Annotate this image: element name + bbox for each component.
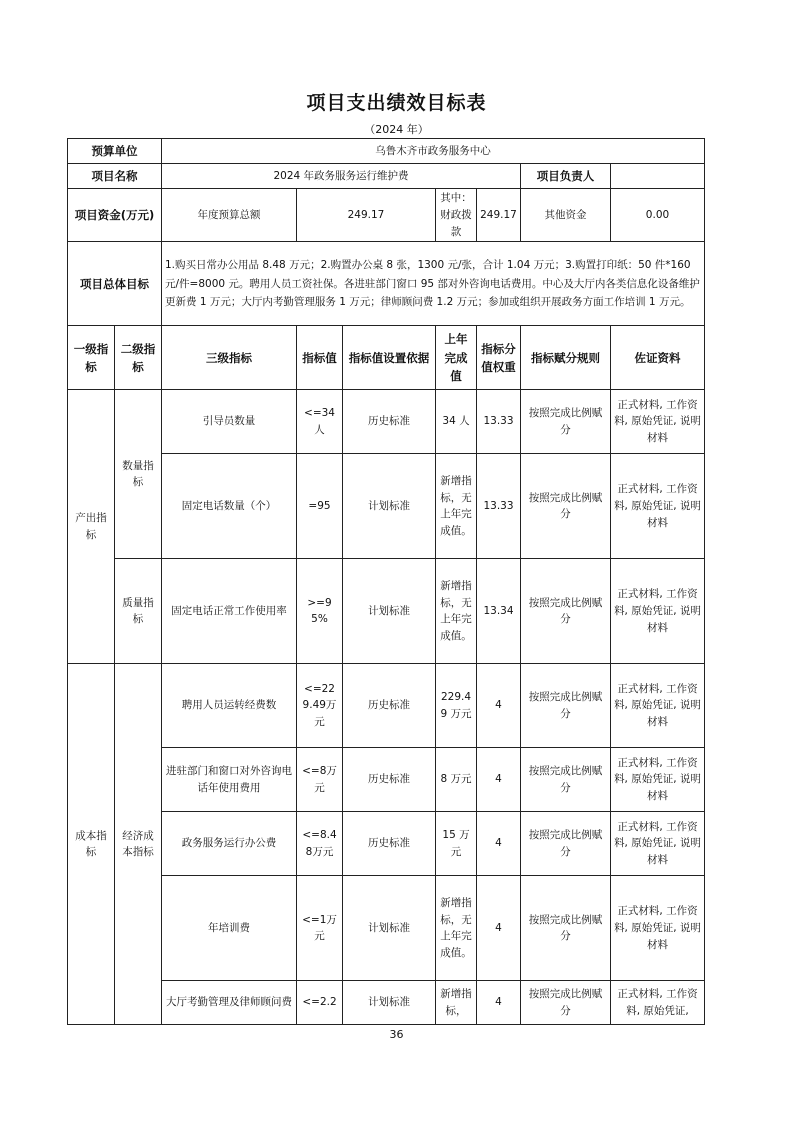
- indicator-weight: 13.33: [477, 390, 521, 454]
- table-row: [68, 559, 705, 664]
- indicator-rule: 按照完成比例赋分: [521, 748, 611, 812]
- indicator-value: <=1万元: [297, 876, 343, 981]
- indicator-last: 新增指标，无上年完成值。: [436, 559, 477, 664]
- indicator-rule: 按照完成比例赋分: [521, 876, 611, 981]
- header-value: 指标值: [297, 326, 343, 390]
- table-row: [68, 812, 705, 876]
- indicator-weight: 4: [477, 876, 521, 981]
- indicator-evidence: 正式材料, 工作资料, 原始凭证, 说明材料: [611, 390, 705, 454]
- row-budget-unit: [68, 139, 705, 164]
- goal-text: 1.购买日常办公用品 8.48 万元；2.购置办公桌 8 张，1300 元/张，合计 1.04 万元；3.购置打印纸：50 件*160 元/件=8000 元。聘用人员工资社保。各进驻部门窗口 95 部对外咨询电话费用。中心及大厅内各类信息化设备维护更新费 1 万元；大厅内考勤管理服务 1 万元；律师顾问费 1.2 万元；参加或组织开展政务方面工作培训 1 万元。: [162, 242, 705, 326]
- header-evidence: 佐证资料: [611, 326, 705, 390]
- indicator-rule: 按照完成比例赋分: [521, 981, 611, 1025]
- indicator-name: 政务服务运行办公费: [162, 812, 297, 876]
- group-cost: 成本指标: [68, 664, 115, 1025]
- annual-value: 249.17: [297, 189, 436, 242]
- row-goal: [68, 242, 705, 326]
- indicator-name: 大厅考勤管理及律师顾问费: [162, 981, 297, 1025]
- header-weight: 指标分值权重: [477, 326, 521, 390]
- table-row: [68, 664, 705, 748]
- indicator-rule: 按照完成比例赋分: [521, 454, 611, 559]
- indicator-evidence: 正式材料, 工作资料, 原始凭证,: [611, 981, 705, 1025]
- other-label: 其他资金: [521, 189, 611, 242]
- indicator-evidence: 正式材料, 工作资料, 原始凭证, 说明材料: [611, 812, 705, 876]
- header-level2: 二级指标: [115, 326, 162, 390]
- row-funds: [68, 189, 705, 242]
- indicator-basis: 计划标准: [343, 559, 436, 664]
- indicator-evidence: 正式材料, 工作资料, 原始凭证, 说明材料: [611, 454, 705, 559]
- indicator-evidence: 正式材料, 工作资料, 原始凭证, 说明材料: [611, 664, 705, 748]
- page-title: 项目支出绩效目标表: [306, 92, 487, 114]
- indicator-last: 15 万元: [436, 812, 477, 876]
- indicator-name: 固定电话正常工作使用率: [162, 559, 297, 664]
- row-project-name: [68, 164, 705, 189]
- indicator-basis: 历史标准: [343, 390, 436, 454]
- group-econ-cost: 经济成本指标: [115, 664, 162, 1025]
- indicator-last: 8 万元: [436, 748, 477, 812]
- year-label: （2024 年）: [364, 123, 429, 136]
- indicator-evidence: 正式材料, 工作资料, 原始凭证, 说明材料: [611, 876, 705, 981]
- indicator-basis: 历史标准: [343, 812, 436, 876]
- indicator-value: <=8.48万元: [297, 812, 343, 876]
- performance-table: [67, 138, 705, 1025]
- indicator-basis: 计划标准: [343, 876, 436, 981]
- indicator-basis: 计划标准: [343, 454, 436, 559]
- header-basis: 指标值设置依据: [343, 326, 436, 390]
- group-output: 产出指标: [68, 390, 115, 664]
- indicator-rule: 按照完成比例赋分: [521, 664, 611, 748]
- indicator-value: >=95%: [297, 559, 343, 664]
- page-number: 36: [389, 1028, 404, 1041]
- annual-label: 年度预算总额: [162, 189, 297, 242]
- indicator-evidence: 正式材料, 工作资料, 原始凭证, 说明材料: [611, 559, 705, 664]
- indicator-name: 年培训费: [162, 876, 297, 981]
- header-rule: 指标赋分规则: [521, 326, 611, 390]
- table-row: [68, 454, 705, 559]
- indicator-last: 新增指标，无上年完成值。: [436, 454, 477, 559]
- table-row: [68, 876, 705, 981]
- other-value: 0.00: [611, 189, 705, 242]
- unit-label: 预算单位: [68, 139, 162, 164]
- indicator-value: <=229.49万元: [297, 664, 343, 748]
- name-label: 项目名称: [68, 164, 162, 189]
- indicator-weight: 4: [477, 748, 521, 812]
- indicator-basis: 历史标准: [343, 664, 436, 748]
- header-last-year: 上年完成值: [436, 326, 477, 390]
- unit-value: 乌鲁木齐市政务服务中心: [162, 139, 705, 164]
- indicator-basis: 历史标准: [343, 748, 436, 812]
- indicator-name: 进驻部门和窗口对外咨询电话年使用费用: [162, 748, 297, 812]
- fiscal-label: 其中：财政拨款: [436, 189, 477, 242]
- fund-label: 项目资金(万元): [68, 189, 162, 242]
- indicator-weight: 4: [477, 981, 521, 1025]
- indicator-value: =95: [297, 454, 343, 559]
- indicator-last: 新增指标，: [436, 981, 477, 1025]
- table-row: [68, 390, 705, 454]
- table-row: [68, 748, 705, 812]
- fiscal-value: 249.17: [477, 189, 521, 242]
- indicator-value: <=34人: [297, 390, 343, 454]
- table-row: [68, 981, 705, 1025]
- indicator-last: 229.49 万元: [436, 664, 477, 748]
- indicator-name: 引导员数量: [162, 390, 297, 454]
- indicator-last: 34 人: [436, 390, 477, 454]
- indicator-value: <=8万元: [297, 748, 343, 812]
- lead-label: 项目负责人: [521, 164, 611, 189]
- indicator-evidence: 正式材料, 工作资料, 原始凭证, 说明材料: [611, 748, 705, 812]
- header-level1: 一级指标: [68, 326, 115, 390]
- indicator-rule: 按照完成比例赋分: [521, 390, 611, 454]
- indicator-weight: 13.33: [477, 454, 521, 559]
- indicator-weight: 13.34: [477, 559, 521, 664]
- indicator-rule: 按照完成比例赋分: [521, 559, 611, 664]
- indicator-weight: 4: [477, 664, 521, 748]
- name-value: 2024 年政务服务运行维护费: [162, 164, 521, 189]
- group-quantity: 数量指标: [115, 390, 162, 559]
- indicator-basis: 计划标准: [343, 981, 436, 1025]
- indicator-value: <=2.2: [297, 981, 343, 1025]
- header-level3: 三级指标: [162, 326, 297, 390]
- indicator-rule: 按照完成比例赋分: [521, 812, 611, 876]
- indicator-weight: 4: [477, 812, 521, 876]
- indicator-name: 聘用人员运转经费数: [162, 664, 297, 748]
- lead-value: [611, 164, 705, 189]
- group-quality: 质量指标: [115, 559, 162, 664]
- indicator-name: 固定电话数量（个）: [162, 454, 297, 559]
- goal-label: 项目总体目标: [68, 242, 162, 326]
- indicator-last: 新增指标，无上年完成值。: [436, 876, 477, 981]
- header-row: [68, 326, 705, 390]
